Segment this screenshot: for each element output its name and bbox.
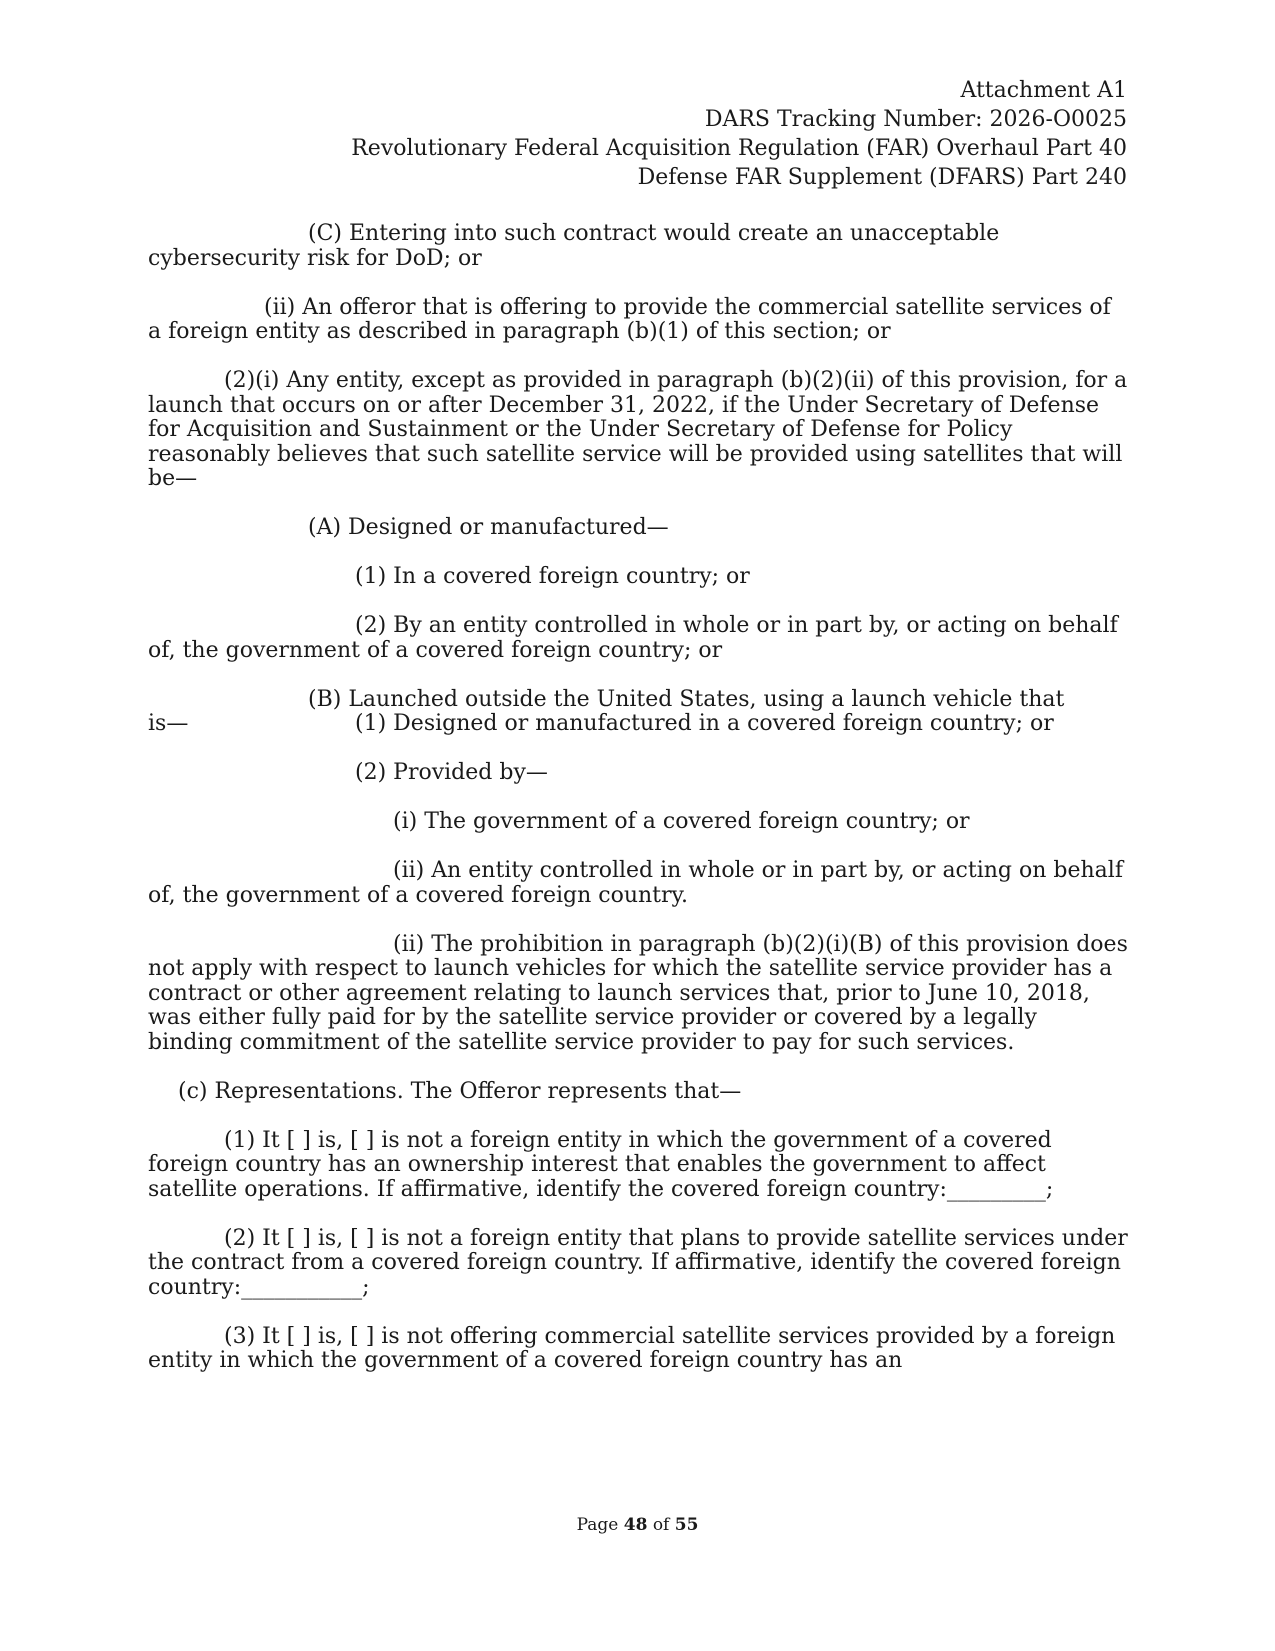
header-tracking-number: DARS Tracking Number: 2026-O0025 (704, 107, 1127, 132)
paragraph-c3: (3) It [ ] is, [ ] is not offering commercial satellite services provided by a foreign entity in which the government of a covered foreign country has an (148, 1323, 1116, 1373)
header-attachment: Attachment A1 (960, 78, 1127, 103)
paragraph-c-representations: (c) Representations. The Offeror represents that— (178, 1078, 742, 1104)
paragraph-b2-ii: (ii) The prohibition in paragraph (b)(2)(i)(B) of this provision does not apply with respect to launch vehicles for which the satellite service provider has a contract or other agreement relating to launch services that, prior to June 10, 2018, was either fully paid for by the satellite service provider or covered by a legally binding commitment of the satellite service provider to pay for such services. (148, 931, 1128, 1055)
paragraph-b2-i-B-1: (1) Designed or manufactured in a covered foreign country; or (355, 711, 1054, 736)
header-dfars-part: Defense FAR Supplement (DFARS) Part 240 (637, 165, 1127, 190)
paragraph-b2-i-B-2: (2) Provided by— (355, 760, 548, 785)
footer-page-total: 55 (674, 1515, 699, 1535)
document-body (148, 222, 1128, 1398)
footer-page-number: 48 (623, 1515, 648, 1535)
footer-of-word: of (652, 1515, 670, 1535)
paragraph-b2-i-A-2: (2) By an entity controlled in whole or in part by, or acting on behalf of, the government of a covered foreign country; or (148, 613, 1118, 663)
footer-page-word: Page (576, 1515, 619, 1535)
paragraph-b2-i-B-2-ii: (ii) An entity controlled in whole or in part by, or acting on behalf of, the government of a covered foreign country. (148, 858, 1123, 908)
paragraph-b2-i-A: (A) Designed or manufactured— (308, 515, 669, 540)
paragraph-b2-i-B-continuation: is— (148, 711, 189, 736)
paragraph-b1-ii: (ii) An offeror that is offering to provide the commercial satellite services of a foreign entity as described in paragraph (b)(1) of this section; or (148, 294, 1111, 344)
paragraph-b1-C: (C) Entering into such contract would create an unacceptable cybersecurity risk for DoD; or (148, 221, 1000, 271)
paragraph-c1: (1) It [ ] is, [ ] is not a foreign entity in which the government of a covered foreign country has an ownership interest that enables the government to affect satellite operations. If affirmative, identify the covered foreign country:_________; (148, 1127, 1054, 1202)
paragraph-b2-i: (2)(i) Any entity, except as provided in paragraph (b)(2)(ii) of this provision, for a launch that occurs on or after December 31, 2022, if the Under Secretary of Defense for Acquisition and Sustainment or the Under Secretary of Defense for Policy reasonably believes that such satellite service will be provided using satellites that will be— (148, 368, 1128, 491)
paragraph-b2-i-B-2-i: (i) The government of a covered foreign country; or (393, 809, 970, 834)
page-header (351, 76, 1127, 192)
paragraph-b2-i-A-1: (1) In a covered foreign country; or (355, 564, 750, 589)
header-far-part: Revolutionary Federal Acquisition Regulation (FAR) Overhaul Part 40 (351, 136, 1127, 161)
paragraph-b2-i-B: (B) Launched outside the United States, using a launch vehicle that (308, 686, 1065, 712)
page-footer (0, 1514, 1275, 1536)
paragraph-c2: (2) It [ ] is, [ ] is not a foreign entity that plans to provide satellite services under the contract from a covered foreign country. If affirmative, identify the covered foreign country:___________; (148, 1225, 1128, 1300)
